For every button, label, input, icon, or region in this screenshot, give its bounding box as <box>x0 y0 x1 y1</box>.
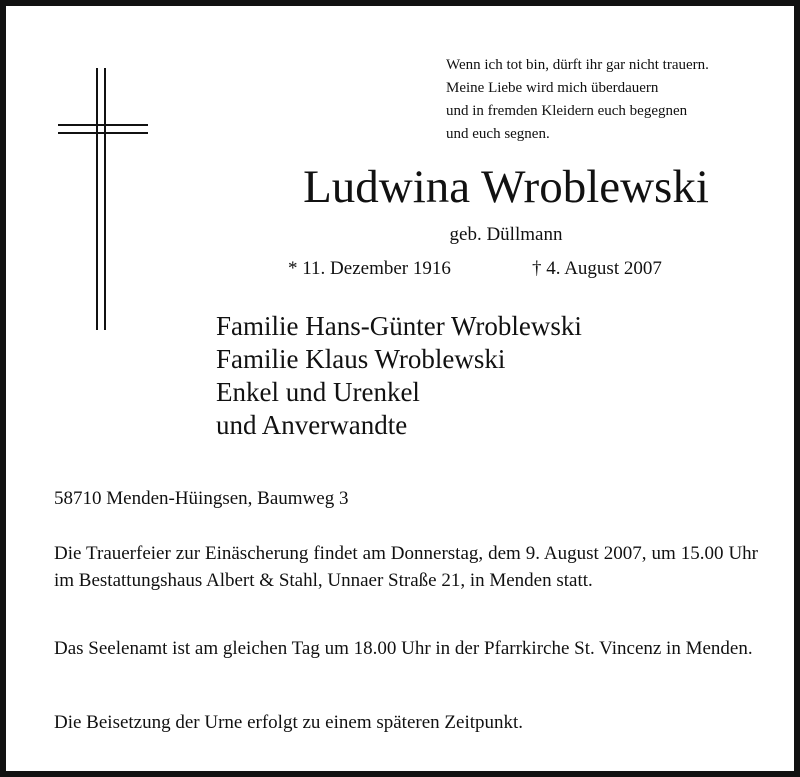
poem-line: Meine Liebe wird mich überdauern <box>446 80 659 96</box>
requiem-paragraph: Das Seelenamt ist am gleichen Tag um 18.00 Uhr in der Pfarrkirche St. Vincenz in Menden. <box>54 638 753 659</box>
poem-line: und in fremden Kleidern euch begegnen <box>446 103 688 119</box>
maiden-name: geb. Düllmann <box>449 224 563 245</box>
mourner-line: Enkel und Urenkel <box>216 377 420 407</box>
address: 58710 Menden-Hüingsen, Baumweg 3 <box>54 488 349 509</box>
deceased-name: Ludwina Wroblewski <box>303 161 709 213</box>
mourners-list <box>216 310 776 442</box>
mourner-line: und Anverwandte <box>216 410 408 440</box>
mourner-line: Familie Klaus Wroblewski <box>216 344 506 374</box>
cross-icon <box>58 68 148 330</box>
birth-date: * 11. Dezember 1916 <box>288 258 451 279</box>
death-date: † 4. August 2007 <box>532 258 662 279</box>
urn-burial-paragraph: Die Beisetzung der Urne erfolgt zu einem späteren Zeitpunkt. <box>54 712 524 733</box>
poem-line: Wenn ich tot bin, dürft ihr gar nicht trauern. <box>446 57 709 73</box>
mourner-line: Familie Hans-Günter Wroblewski <box>216 311 582 341</box>
poem <box>446 54 786 146</box>
poem-line: und euch segnen. <box>446 126 550 142</box>
funeral-service-paragraph: Die Trauerfeier zur Einäscherung findet am Donnerstag, dem 9. August 2007, um 15.00 Uhr im Bestattungshaus Albert & Stahl, Unnaer Straße 21, in Menden statt. <box>54 543 758 591</box>
